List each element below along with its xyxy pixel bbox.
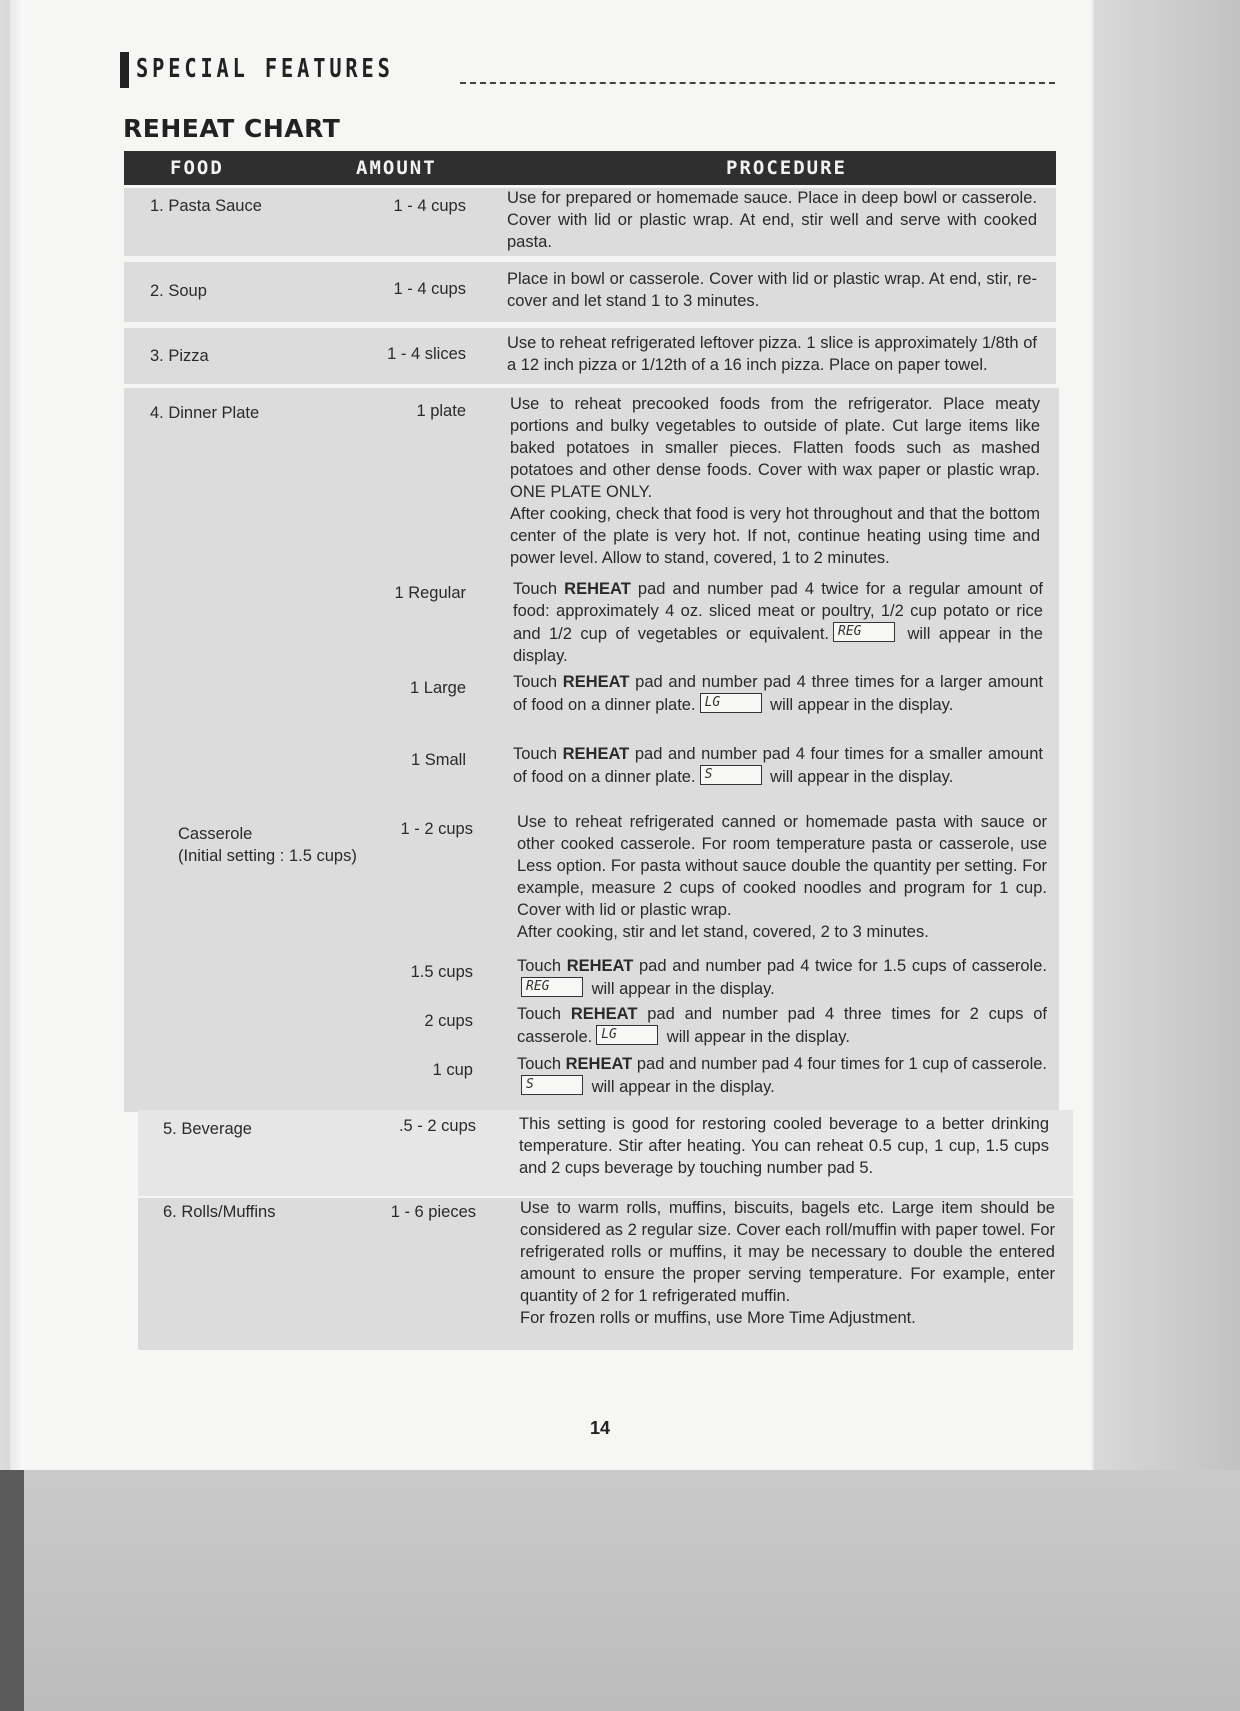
amount-dinner-small: 1 Small [410, 751, 466, 769]
display-indicator [521, 977, 583, 997]
text-mid: pad and number pad 4 three times for a larger amount of food on a dinner plate. [513, 673, 1043, 714]
text-post: will appear in the display. [662, 1028, 850, 1046]
amount-soup: 1 - 4 cups [393, 280, 466, 298]
reheat-key: REHEAT [564, 580, 631, 598]
text-mid: pad and number pad 4 three times for 2 cups of casserole. [517, 1005, 1047, 1046]
amount-rolls-muffins: 1 - 6 pieces [390, 1203, 476, 1221]
amount-casserole-1-5: 1.5 cups [410, 963, 473, 981]
text-mid: pad and number pad 4 twice for a regular amount of food: approximately 4 oz. sliced meat or poultry, 1/2 cup potato or rice and 1/2 cup of vegetables or equivalent. [513, 580, 1043, 643]
procedure-pizza: Use to reheat refrigerated leftover pizza. 1 slice is approximately 1/8th of a 12 inch pizza or 1/12th of a 16 inch pizza. Place on paper towel. [507, 334, 1037, 374]
food-casserole-note: (Initial setting : 1.5 cups) [178, 847, 357, 865]
amount-casserole-2: 2 cups [424, 1012, 473, 1030]
display-indicator [700, 693, 762, 713]
display-text: LG [704, 695, 721, 710]
procedure-casserole-1-5 [517, 955, 1047, 1000]
display-indicator [521, 1075, 583, 1095]
chart-title: REHEAT CHART [123, 114, 341, 143]
reheat-key: REHEAT [570, 1005, 638, 1023]
food-soup: 2. Soup [150, 282, 207, 300]
food-casserole-name: Casserole [178, 825, 253, 843]
section-rule [460, 82, 1055, 84]
display-indicator [596, 1025, 658, 1045]
header-procedure: PROCEDURE [726, 157, 847, 179]
section-header [120, 52, 1055, 88]
text-post: will appear in the display. [587, 980, 775, 998]
text-mid: pad and number pad 4 four times for a smaller amount of food on a dinner plate. [513, 745, 1043, 786]
text-pre: Touch [513, 580, 565, 598]
procedure-casserole-after: After cooking, stir and let stand, covered, 2 to 3 minutes. [517, 923, 929, 941]
text-post: will appear in the display. [513, 625, 1043, 665]
text-post: will appear in the display. [765, 696, 954, 714]
display-text: S [704, 767, 713, 782]
procedure-soup: Place in bowl or casserole. Cover with lid or plastic wrap. At end, stir, re-cover and let stand 1 to 3 minutes. [507, 270, 1037, 310]
table-header [124, 151, 1056, 185]
header-amount: AMOUNT [356, 157, 437, 179]
procedure-casserole-text: Use to reheat refrigerated canned or homemade pasta with sauce or other cooked casserole. For room temperature pasta or casserole, use Less option. For pasta without sauce double the quantity per setting. For example, measure 2 cups of cooked noodles and program for 1 cup. Cover with lid or plastic wrap. [517, 813, 1047, 919]
amount-casserole-1: 1 cup [432, 1061, 473, 1079]
food-rolls-muffins: 6. Rolls/Muffins [163, 1203, 276, 1221]
food-dinner-plate: 4. Dinner Plate [150, 404, 260, 422]
food-pizza: 3. Pizza [150, 347, 209, 365]
reheat-key: REHEAT [562, 745, 630, 763]
text-pre: Touch [517, 1005, 571, 1023]
amount-dinner-plate: 1 plate [416, 402, 466, 420]
display-text: LG [601, 1027, 617, 1042]
page-edge [10, 0, 24, 1470]
procedure-casserole [517, 811, 1047, 943]
display-text: S [526, 1077, 534, 1092]
text-mid: pad and number pad 4 four times for 1 cup of casserole. [632, 1055, 1047, 1073]
procedure-dinner-plate [510, 393, 1040, 569]
amount-pasta-sauce: 1 - 4 cups [393, 197, 466, 215]
text-mid: pad and number pad 4 twice for 1.5 cups of casserole. [633, 957, 1047, 975]
scanner-bed [0, 1470, 1240, 1711]
procedure-dinner-plate-text: Use to reheat precooked foods from the refrigerator. Place meaty portions and bulky vegetables to outside of plate. Cut large items like baked potatoes in smaller pieces. Flatten foods such as mashed potatoes and other dense foods. Cover with wax paper or plastic wrap. ONE PLATE ONLY. [510, 395, 1040, 501]
amount-pizza: 1 - 4 slices [387, 345, 466, 363]
section-marker [120, 52, 129, 88]
header-food: FOOD [170, 157, 224, 179]
procedure-beverage: This setting is good for restoring cooled beverage to a better drinking temperature. Stir after heating. You can reheat 0.5 cup, 1 cup, 1.5 cups and 2 cups beverage by touching number pad 5. [519, 1115, 1049, 1177]
page-number: 14 [590, 1418, 611, 1438]
amount-casserole: 1 - 2 cups [400, 820, 473, 838]
text-pre: Touch [517, 1055, 566, 1073]
section-title: SPECIAL FEATURES [136, 54, 394, 84]
procedure-casserole-1 [517, 1053, 1047, 1098]
procedure-rolls-text: Use to warm rolls, muffins, biscuits, bagels etc. Large item should be considered as 2 regular size. Cover each roll/muffin with paper towel. For refrigerated rolls or muffins, it may be necessary to double the entered amount to ensure the proper serving temperature. For example, enter quantity of 2 for 1 refrigerated muffin. [520, 1199, 1055, 1305]
text-post: will appear in the display. [587, 1078, 775, 1096]
procedure-dinner-large [513, 671, 1043, 716]
procedure-rolls-muffins [520, 1197, 1055, 1329]
display-text: REG [526, 979, 550, 994]
procedure-dinner-regular [513, 578, 1043, 667]
display-text: REG [838, 624, 862, 639]
procedure-rolls-after: For frozen rolls or muffins, use More Time Adjustment. [520, 1309, 916, 1327]
amount-dinner-regular: 1 Regular [394, 584, 466, 602]
display-indicator [833, 622, 895, 642]
binding-shadow [0, 1470, 24, 1711]
procedure-casserole-2 [517, 1003, 1047, 1048]
text-pre: Touch [513, 673, 563, 691]
procedure-dinner-plate-after: After cooking, check that food is very hot throughout and that the bottom center of the plate is very hot. If not, continue heating using time and power level. Allow to stand, covered, 1 to 2 minutes. [510, 505, 1040, 567]
food-beverage: 5. Beverage [163, 1120, 252, 1138]
text-post: will appear in the display. [765, 768, 954, 786]
reheat-key: REHEAT [566, 957, 634, 975]
amount-dinner-large: 1 Large [410, 679, 466, 697]
food-pasta-sauce: 1. Pasta Sauce [150, 197, 262, 215]
procedure-dinner-small [513, 743, 1043, 788]
text-pre: Touch [513, 745, 563, 763]
reheat-key: REHEAT [562, 673, 630, 691]
procedure-pasta-sauce: Use for prepared or homemade sauce. Place in deep bowl or casserole. Cover with lid or plastic wrap. At end, stir well and serve with cooked pasta. [507, 189, 1037, 251]
reheat-key: REHEAT [565, 1055, 633, 1073]
display-indicator [700, 765, 762, 785]
amount-beverage: .5 - 2 cups [398, 1117, 476, 1135]
text-pre: Touch [517, 957, 567, 975]
